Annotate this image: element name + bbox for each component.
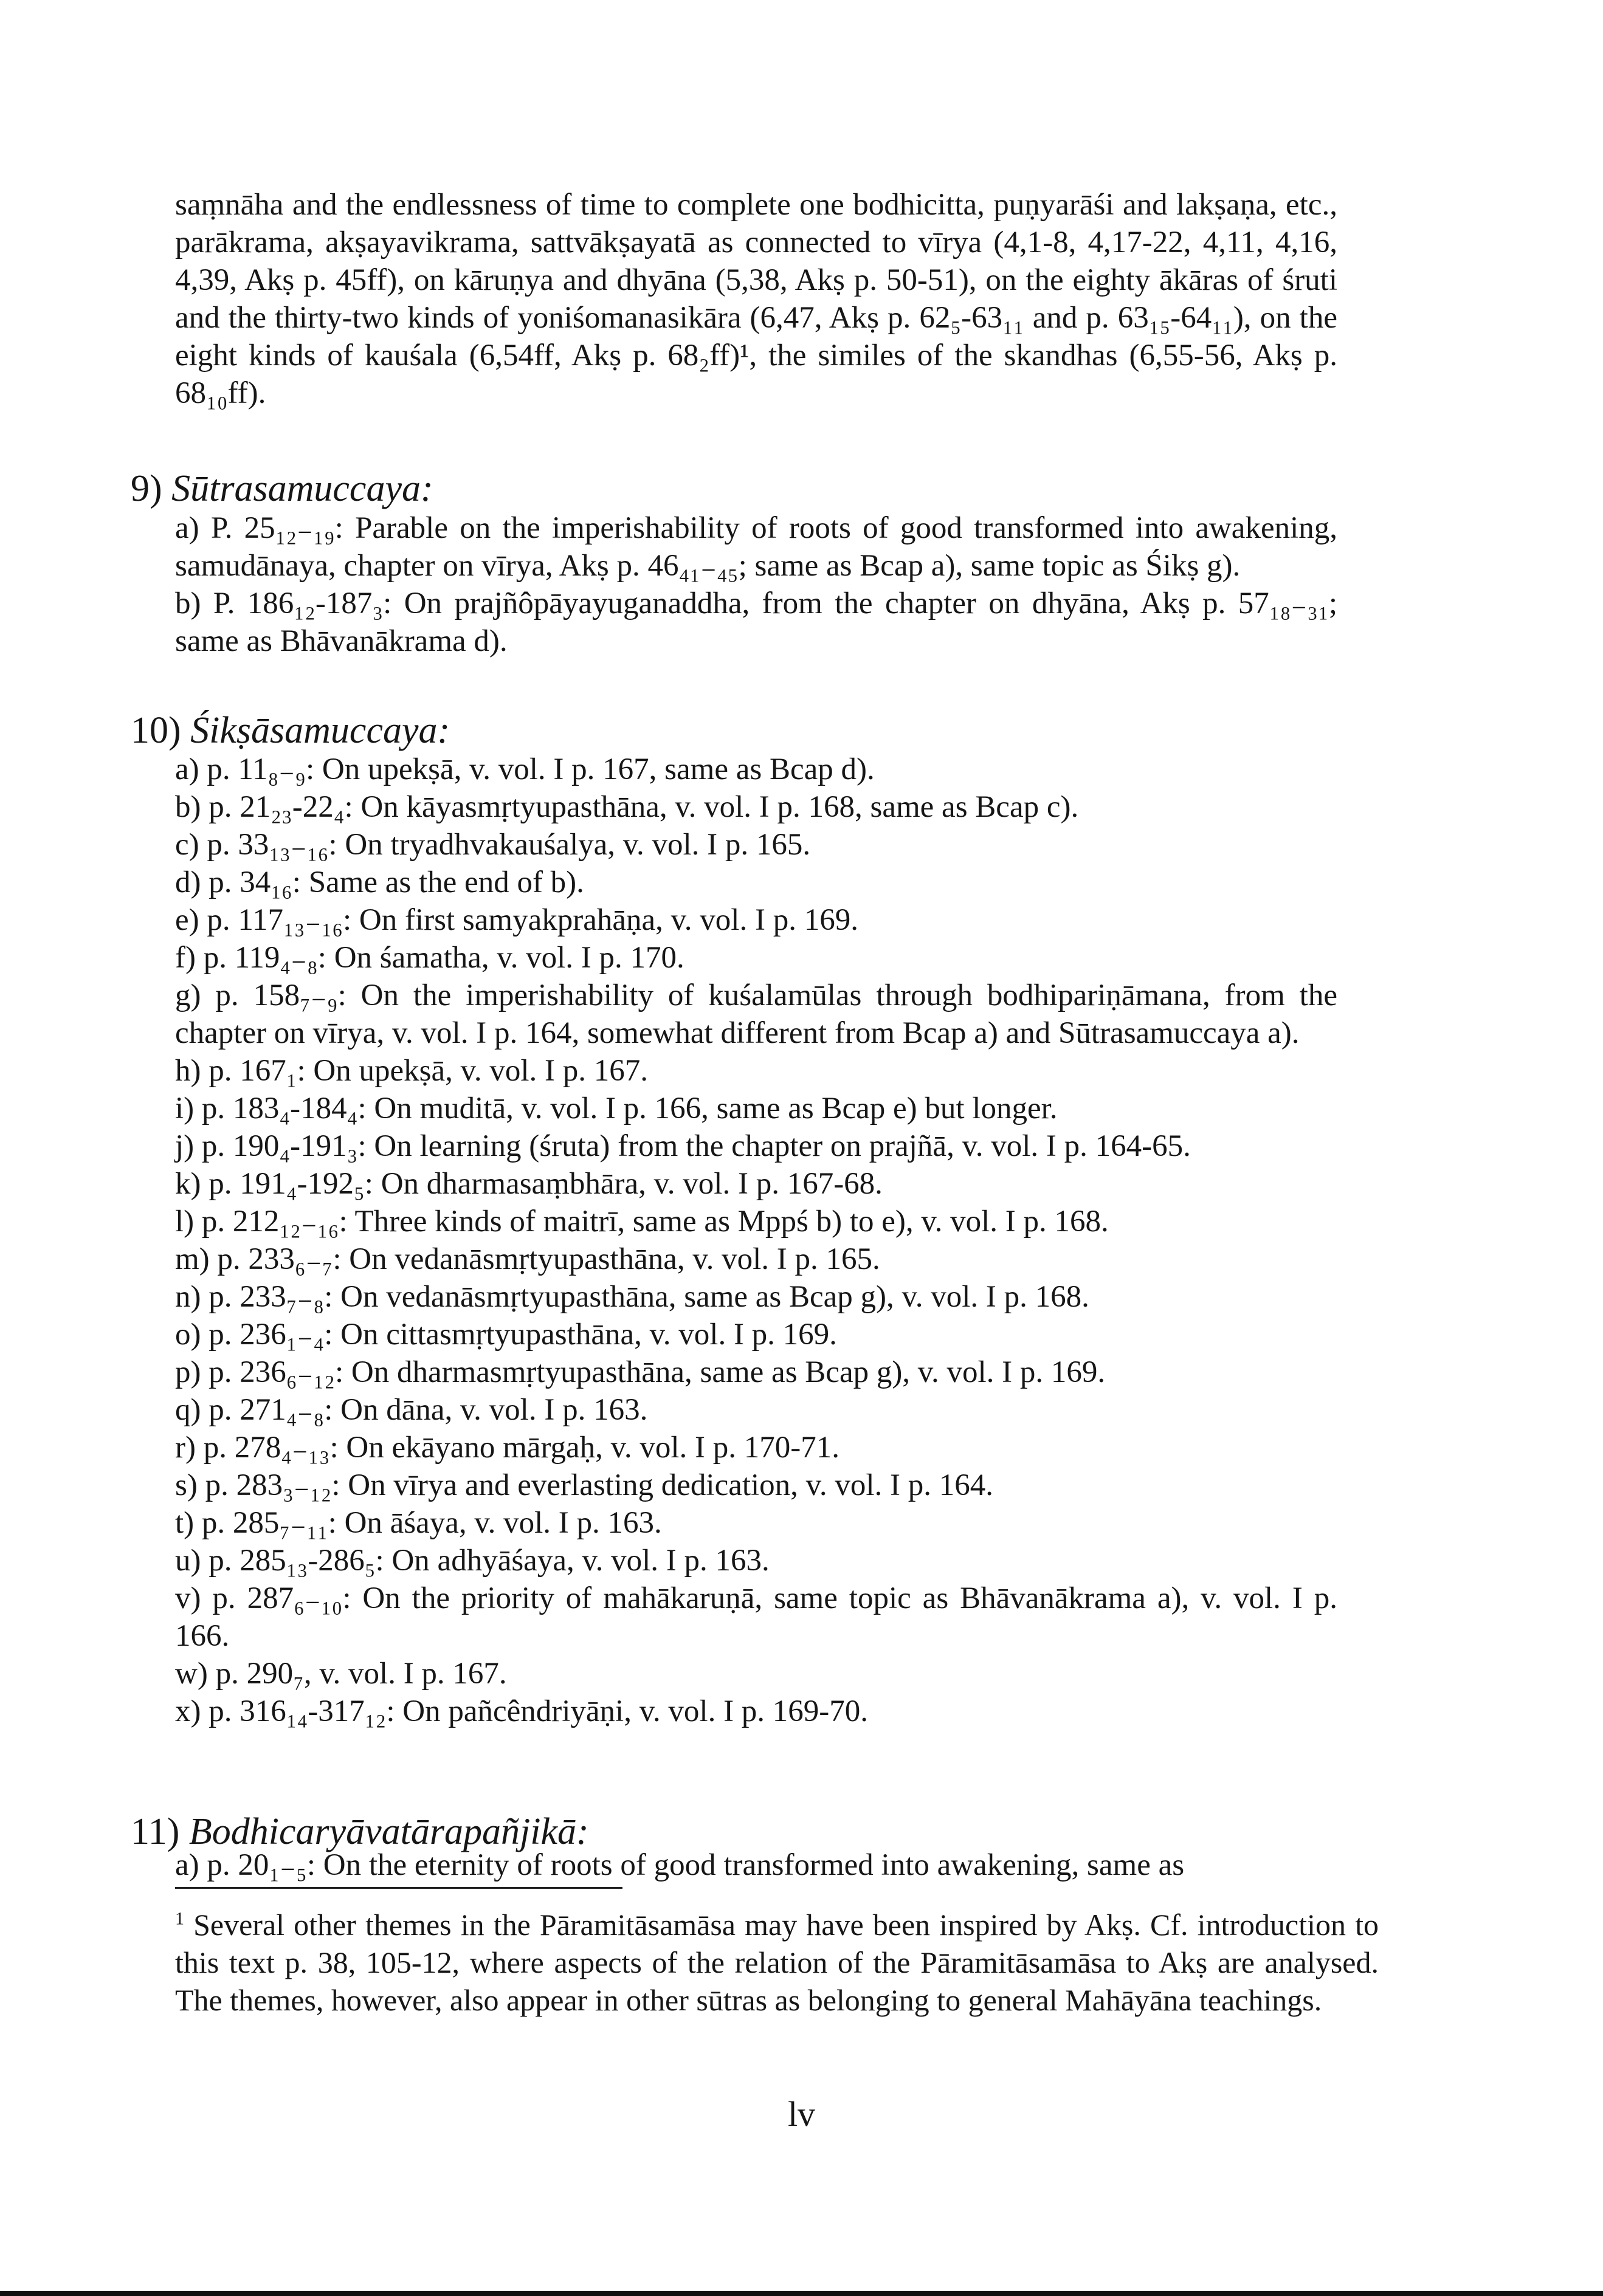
scan-edge: [0, 2291, 1603, 2296]
list-item: l) p. 212₁₂₋₁₆: Three kinds of maitrī, same as Mppś b) to e), v. vol. I p. 168.: [175, 1205, 1109, 1239]
section-number: 9): [131, 468, 162, 509]
list-item: f) p. 119₄₋₈: On śamatha, v. vol. I p. 170.: [175, 941, 684, 975]
list-item: a) p. 11₈₋₉: On upekṣā, v. vol. I p. 167, same as Bcap d).: [175, 752, 875, 786]
list-item: o) p. 236₁₋₄: On cittasmṛtyupasthāna, v. vol. I p. 169.: [175, 1318, 837, 1352]
list-item: a) P. 25₁₂₋₁₉: Parable on the imperishability of roots of good transformed into awakening, samudānaya, chapter on vīrya, Akṣ p. 46₄₁₋₄₅; same as Bcap a), same topic as Śikṣ g).: [175, 511, 1337, 583]
list-item: p) p. 236₆₋₁₂: On dharmasmṛtyupasthāna, same as Bcap g), v. vol. I p. 169.: [175, 1355, 1106, 1389]
section-number: 10): [131, 710, 181, 751]
section-entries-10: [175, 751, 1337, 1730]
list-item: c) p. 33₁₃₋₁₆: On tryadhvakauśalya, v. vol. I p. 165.: [175, 828, 811, 862]
section-heading-9: [131, 467, 433, 510]
list-item: t) p. 285₇₋₁₁: On āśaya, v. vol. I p. 163.: [175, 1506, 662, 1540]
footnote-text: Several other themes in the Pāramitāsamāsa may have been inspired by Akṣ. Cf. introduction to this text p. 38, 105-12, where aspects of the relation of the Pāramitāsamāsa to Akṣ are analysed. The themes, however, also appear in other sūtras as belonging to general Mahāyāna teachings.: [175, 1908, 1379, 2017]
list-item: s) p. 283₃₋₁₂: On vīrya and everlasting dedication, v. vol. I p. 164.: [175, 1468, 994, 1502]
page-number: lv: [787, 2094, 816, 2134]
list-item: b) p. 21₂₃-22₄: On kāyasmṛtyupasthāna, v. vol. I p. 168, same as Bcap c).: [175, 790, 1079, 824]
list-item: k) p. 191₄-192₅: On dharmasaṃbhāra, v. vol. I p. 167-68.: [175, 1167, 883, 1201]
list-item: i) p. 183₄-184₄: On muditā, v. vol. I p. 166, same as Bcap e) but longer.: [175, 1091, 1058, 1126]
list-item: h) p. 167₁: On upekṣā, v. vol. I p. 167.: [175, 1054, 648, 1088]
section-title: Bodhicaryāvatārapañjikā:: [188, 1811, 589, 1852]
list-item: m) p. 233₆₋₇: On vedanāsmṛtyupasthāna, v. vol. I p. 165.: [175, 1242, 880, 1276]
list-item: e) p. 117₁₃₋₁₆: On first samyakprahāṇa, v. vol. I p. 169.: [175, 903, 858, 937]
list-item: v) p. 287₆₋₁₀: On the priority of mahākaruṇā, same topic as Bhāvanākrama a), v. vol. I p. 166.: [175, 1581, 1337, 1653]
list-item: r) p. 278₄₋₁₃: On ekāyano mārgaḥ, v. vol. I p. 170-71.: [175, 1431, 839, 1465]
list-item: b) P. 186₁₂-187₃: On prajñôpāyayuganaddha, from the chapter on dhyāna, Akṣ p. 57₁₈₋₃₁; same as Bhāvanākrama d).: [175, 586, 1337, 658]
section-entries-11: [175, 1846, 1337, 1884]
list-item: x) p. 316₁₄-317₁₂: On pañcêndriyāṇi, v. vol. I p. 169-70.: [175, 1694, 869, 1728]
list-item: g) p. 158₇₋₉: On the imperishability of kuśalamūlas through bodhipariṇāmana, from the chapter on vīrya, v. vol. I p. 164, somewhat different from Bcap a) and Sūtrasamuccaya a).: [175, 978, 1337, 1050]
list-item: u) p. 285₁₃-286₅: On adhyāśaya, v. vol. I p. 163.: [175, 1544, 770, 1578]
list-item: w) p. 290₇, v. vol. I p. 167.: [175, 1657, 507, 1691]
footnote-marker: 1: [175, 1908, 184, 1929]
section-heading-10: [131, 709, 450, 752]
list-item: d) p. 34₁₆: Same as the end of b).: [175, 865, 584, 899]
section-title: Sūtrasamuccaya:: [171, 468, 433, 509]
list-item: n) p. 233₇₋₈: On vedanāsmṛtyupasthāna, same as Bcap g), v. vol. I p. 168.: [175, 1280, 1089, 1314]
section-number: 11): [131, 1811, 180, 1852]
list-item: q) p. 271₄₋₈: On dāna, v. vol. I p. 163.: [175, 1393, 648, 1427]
list-item: a) p. 20₁₋₅: On the eternity of roots of good transformed into awakening, same as: [175, 1848, 1185, 1882]
list-item: j) p. 190₄-191₃: On learning (śruta) from the chapter on prajñā, v. vol. I p. 164-65.: [175, 1129, 1191, 1163]
section-entries-9: [175, 509, 1337, 660]
intro-paragraph: saṃnāha and the endlessness of time to complete one bodhicitta, puṇyarāśi and lakṣaṇa, etc., parākrama, akṣayavikrama, sattvākṣayatā as connected to vīrya (4,1-8, 4,17-22, 4,11, 4,16, 4,39, Akṣ p. 45ff), on kāruṇya and dhyāna (5,38, Akṣ p. 50-51), on the eighty ākāras of śruti and the thirty-two kinds of yoniśomanasikāra (6,47, Akṣ p. 62₅-63₁₁ and p. 63₁₅-64₁₁), on the eight kinds of kauśala (6,54ff, Akṣ p. 68₂ff)¹, the similes of the skandhas (6,55-56, Akṣ p. 68₁₀ff).: [175, 188, 1337, 410]
section-title: Śikṣāsamuccaya:: [190, 710, 450, 751]
footnote-rule: [175, 1887, 622, 1889]
footnote: [175, 1906, 1379, 2019]
